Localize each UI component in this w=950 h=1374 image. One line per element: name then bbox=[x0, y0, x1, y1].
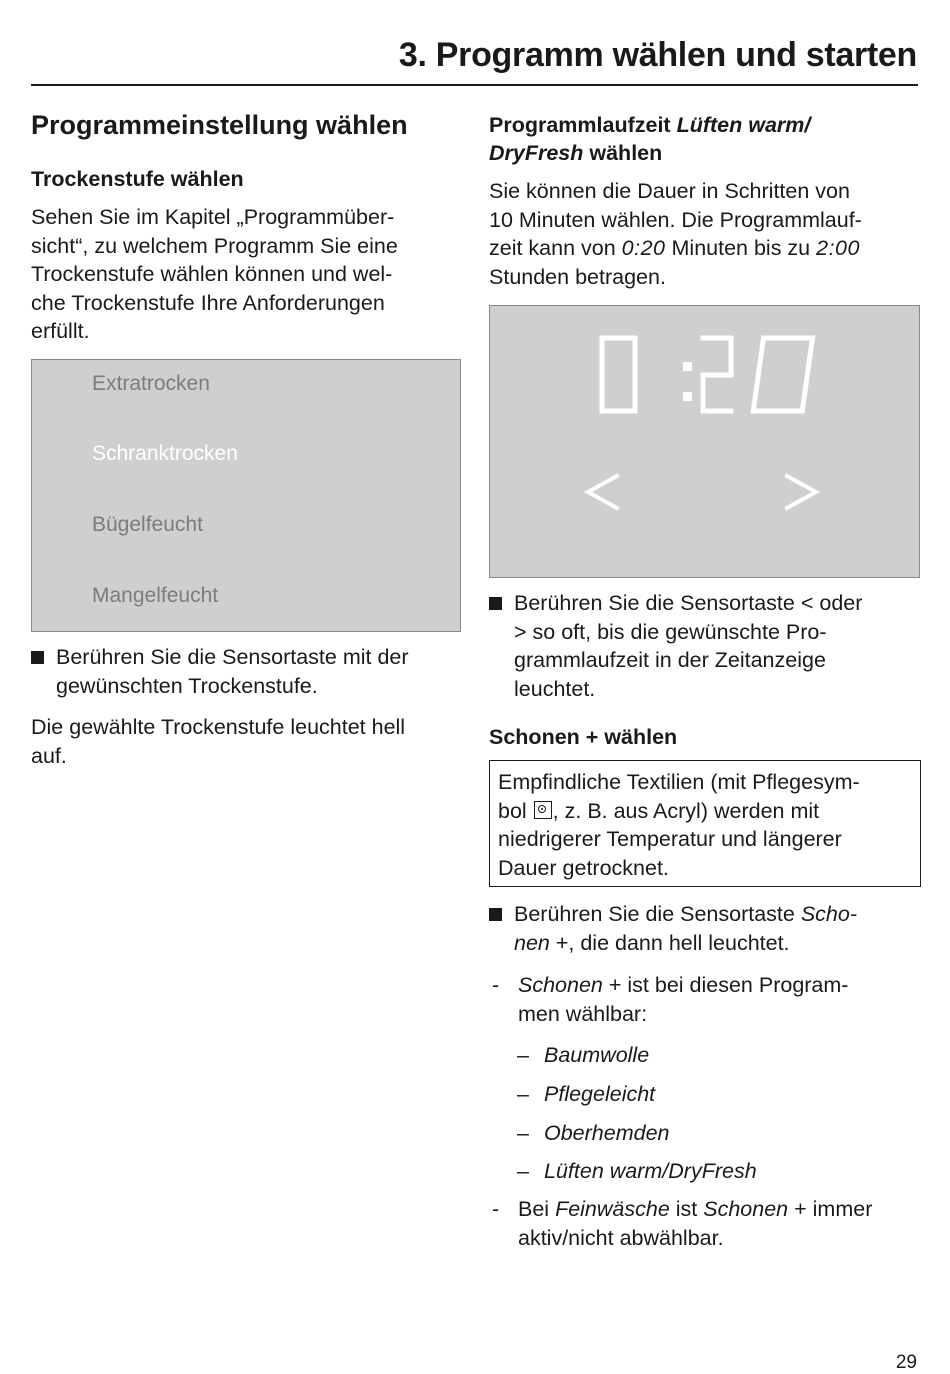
next-arrow-icon[interactable] bbox=[787, 476, 816, 508]
chapter-title: 3. Programm wählen und starten bbox=[398, 36, 917, 74]
digit-zero-2 bbox=[753, 338, 812, 411]
note-text: Schonen + ist bei diesen Program- bbox=[518, 973, 849, 997]
intro-line: sicht“, zu welchem Programm Sie eine bbox=[31, 233, 398, 258]
intro-line: che Trockenstufe Ihre Anforderungen bbox=[31, 290, 385, 315]
bullet-text: Berühren Sie die Sensortaste mit der bbox=[56, 645, 409, 669]
drying-level-panel bbox=[31, 359, 461, 632]
program-name: Baumwolle bbox=[544, 1043, 650, 1067]
min-duration: 0:20 bbox=[621, 236, 666, 260]
max-duration: 2:00 bbox=[816, 236, 860, 260]
drying-level-extratrocken[interactable]: Extratrocken bbox=[92, 372, 210, 395]
bullet-text: leuchtet. bbox=[514, 676, 596, 701]
duration-line: zeit kann von 0:20 Minuten bis zu 2:00 bbox=[489, 236, 860, 260]
bullet-text: Berühren Sie die Sensortaste < oder bbox=[514, 591, 863, 615]
bullet-text: Berühren Sie die Sensortaste Scho- bbox=[514, 902, 858, 926]
bullet-text: gewünschten Trockenstufe. bbox=[56, 673, 318, 698]
instruction-bullet bbox=[31, 643, 463, 703]
note-text: aktiv/nicht abwählbar. bbox=[518, 1225, 724, 1250]
note-dash: - bbox=[492, 1197, 500, 1221]
bullet-text: nen +, die dann hell leuchtet. bbox=[514, 930, 790, 955]
list-dash: – bbox=[517, 1159, 529, 1183]
digit-two bbox=[703, 338, 731, 411]
colon-icon bbox=[683, 362, 692, 401]
time-display-panel bbox=[489, 305, 920, 578]
page-number: 29 bbox=[895, 1352, 917, 1373]
bullet-square-icon bbox=[489, 908, 502, 921]
intro-line: Sehen Sie im Kapitel „Programmüber- bbox=[31, 205, 395, 229]
section-heading: Programmeinstellung wählen bbox=[31, 110, 408, 140]
prev-arrow-icon[interactable] bbox=[588, 476, 617, 508]
instruction-bullet bbox=[489, 589, 921, 704]
list-dash: – bbox=[517, 1082, 529, 1106]
digit-zero bbox=[602, 338, 635, 411]
care-symbol-icon bbox=[534, 801, 552, 819]
runtime-heading-line2: DryFresh wählen bbox=[489, 141, 663, 165]
program-name: Pflegeleicht bbox=[544, 1082, 656, 1106]
note-item bbox=[492, 971, 922, 1031]
note-text: men wählbar: bbox=[518, 1001, 648, 1026]
runtime-heading: Programmlaufzeit Lüften warm/ bbox=[489, 113, 811, 137]
drying-level-mangelfeucht[interactable]: Mangelfeucht bbox=[92, 584, 219, 607]
duration-line: Stunden betragen. bbox=[489, 264, 666, 289]
note-item bbox=[492, 1195, 922, 1255]
intro-line: erfüllt. bbox=[31, 319, 90, 343]
bullet-square-icon bbox=[31, 651, 44, 664]
prev-symbol bbox=[490, 306, 499, 310]
instruction-bullet bbox=[489, 900, 921, 960]
drying-level-buegelfeucht[interactable]: Bügelfeucht bbox=[92, 513, 203, 536]
duration-line: Sie können die Dauer in Schritten von bbox=[489, 179, 850, 203]
header-rule bbox=[31, 84, 918, 86]
info-line: Dauer getrocknet. bbox=[498, 855, 669, 880]
next-symbol bbox=[490, 306, 499, 310]
result-line: auf. bbox=[31, 743, 67, 768]
result-line: Die gewählte Trockenstufe leuchtet hell bbox=[31, 715, 406, 739]
gentle-heading: Schonen + wählen bbox=[489, 725, 678, 749]
bullet-square-icon bbox=[489, 597, 502, 610]
info-line: niedrigerer Temperatur und längerer bbox=[498, 827, 842, 851]
info-line: bol , z. B. aus Acryl) werden mit bbox=[498, 798, 820, 823]
drying-level-heading: Trockenstufe wählen bbox=[31, 167, 244, 191]
time-value bbox=[490, 306, 521, 310]
time-display-svg bbox=[490, 306, 919, 577]
bullet-text: > so oft, bis die gewünschte Pro- bbox=[514, 619, 827, 644]
note-dash: - bbox=[492, 973, 500, 997]
program-name: Oberhemden bbox=[544, 1121, 670, 1145]
drying-level-schranktrocken[interactable]: Schranktrocken bbox=[92, 442, 238, 465]
bullet-text: grammlaufzeit in der Zeitanzeige bbox=[514, 648, 826, 672]
note-text: Bei Feinwäsche ist Schonen + immer bbox=[518, 1197, 873, 1221]
info-line: Empfindliche Textilien (mit Pflegesym- bbox=[498, 770, 860, 794]
program-name: Lüften warm/DryFresh bbox=[544, 1159, 757, 1183]
duration-line: 10 Minuten wählen. Die Programmlauf- bbox=[489, 207, 862, 232]
info-box bbox=[489, 760, 921, 887]
list-dash: – bbox=[517, 1121, 529, 1145]
intro-line: Trockenstufe wählen können und wel- bbox=[31, 262, 393, 286]
list-dash: – bbox=[517, 1043, 529, 1067]
